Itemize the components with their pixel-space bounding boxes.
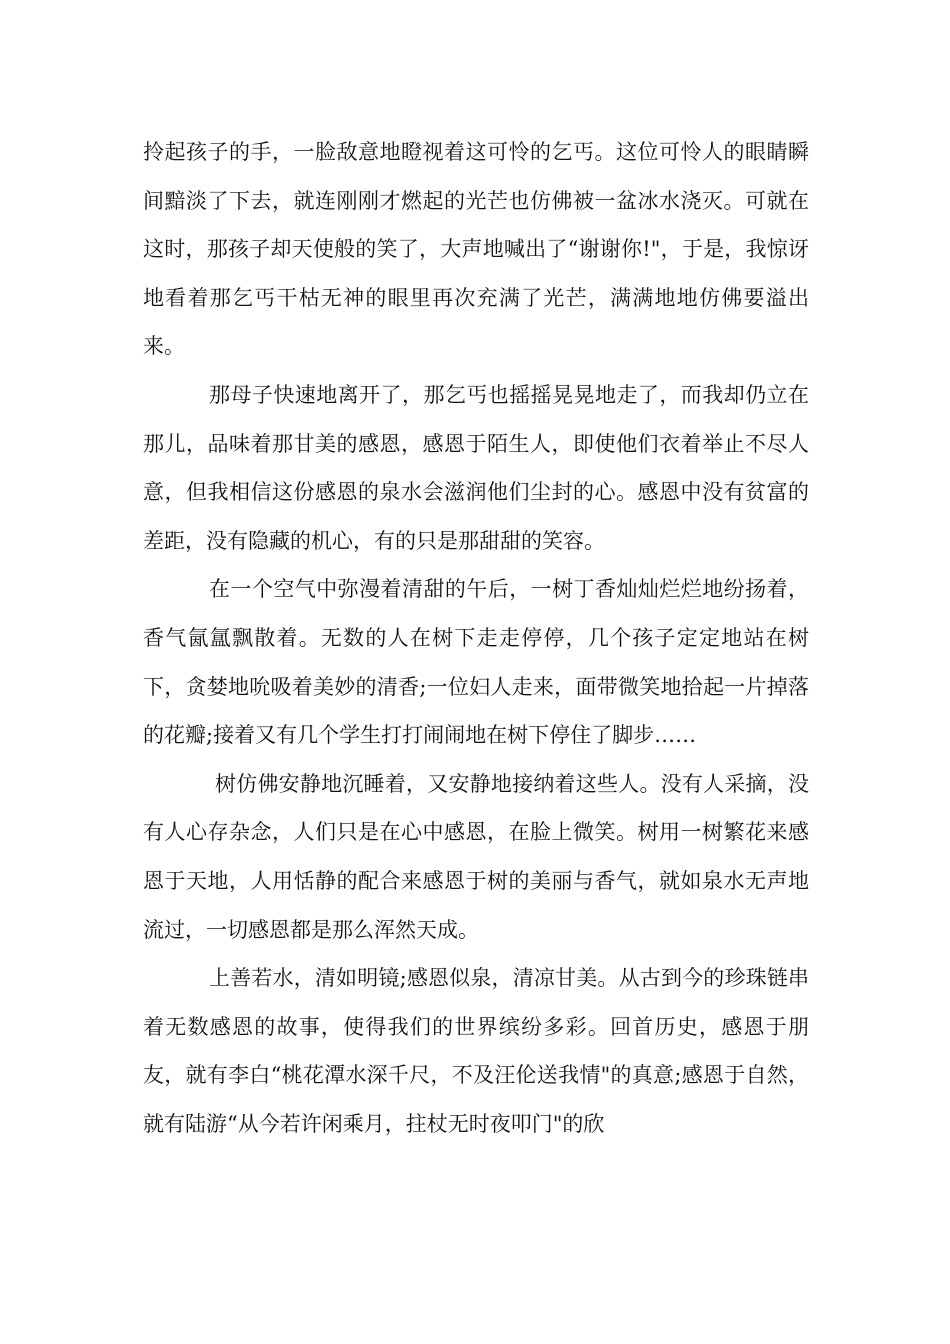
paragraph-3: 在一个空气中弥漫着清甜的午后，一树丁香灿灿烂烂地纷扬着，香气氤氲飘散着。无数的人在树下走走停停，几个孩子定定地站在树下，贪婪地吮吸着美妙的清香;一位妇人走来，面带微笑地拾起一片掉落的花瓣;接着又有几个学生打打闹闹地在树下停住了脚步…… — [143, 577, 809, 748]
paragraph-2: 那母子快速地离开了，那乞丐也摇摇晃晃地走了，而我却仍立在那儿，品味着那甘美的感恩，感恩于陌生人，即使他们衣着举止不尽人意，但我相信这份感恩的泉水会滋润他们尘封的心。感恩中没有贫富的差距，没有隐藏的机心，有的只是那甜甜的笑容。 — [143, 382, 809, 553]
paragraph-5: 上善若水，清如明镜;感恩似泉，清凉甘美。从古到今的珍珠链串着无数感恩的故事，使得我们的世界缤纷多彩。回首历史，感恩于朋友，就有李白“桃花潭水深千尺，不及汪伦送我情"的真意;感恩于自然，就有陆游“从今若许闲乘月，拄杖无时夜叩门"的欣 — [143, 966, 809, 1136]
essay-body — [143, 128, 809, 1148]
paragraph-4: 树仿佛安静地沉睡着，又安静地接纳着这些人。没有人采摘，没有人心存杂念，人们只是在心中感恩，在脸上微笑。树用一树繁花来感恩于天地，人用恬静的配合来感恩于树的美丽与香气，就如泉水无声地流过，一切感恩都是那么浑然天成。 — [143, 771, 809, 942]
paragraph-1: 拎起孩子的手，一脸敌意地瞪视着这可怜的乞丐。这位可怜人的眼睛瞬间黯淡了下去，就连刚刚才燃起的光芒也仿佛被一盆冰水浇灭。可就在这时，那孩子却天使般的笑了，大声地喊出了“谢谢你!"，于是，我惊讶地看着那乞丐干枯无神的眼里再次充满了光芒，满满地地仿佛要溢出来。 — [143, 140, 809, 359]
